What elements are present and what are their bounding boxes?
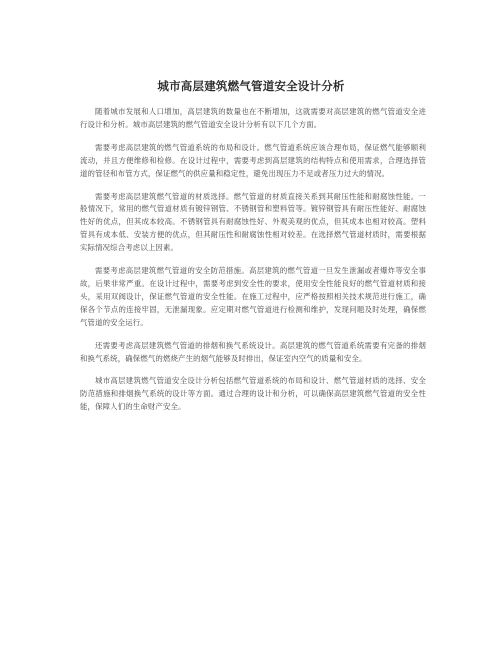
paragraph-safety: 需要考虑高层建筑燃气管道的安全防范措施。高层建筑的燃气管道一旦发生泄漏或者爆炸等安全事故，后果非常严重。在设计过程中，需要考虑到安全性的要求，使用安全性能良好的燃气管道材质和接头，采用双阀设计，保证燃气管道的安全性能。在施工过程中，应严格按照相关技术规范进行施工，确保各个节点的连接牢固，无泄漏现象。应定期对燃气管道进行检测和维护，发现问题及时处理，确保燃气管道的安全运行。 (80, 266, 426, 327)
paragraph-ventilation: 还需要考虑高层建筑燃气管道的排烟和换气系统设计。高层建筑的燃气管道系统需要有完备的排烟和换气系统，确保燃气的燃烧产生的烟气能够及时排出，保证室内空气的质量和安全。 (80, 340, 426, 363)
document-body (80, 106, 426, 424)
document-title: 城市高层建筑燃气管道安全设计分析 (157, 79, 345, 93)
paragraph-layout: 需要考虑高层建筑的燃气管道系统的布局和设计。燃气管道系统应该合理布局，保证燃气能够顺利流动，并且方便维修和检修。在设计过程中，需要考虑到高层建筑的结构特点和使用需求，合理选择管道的管径和布管方式，保证燃气的供应量和稳定性，避免出现压力不足或者压力过大的情况。 (80, 142, 426, 178)
paragraph-conclusion: 城市高层建筑燃气管道安全设计分析包括燃气管道系统的布局和设计、燃气管道材质的选择、安全防范措施和排烟换气系统的设计等方面。通过合理的设计和分析，可以确保高层建筑燃气管道的安全性能，保障人们的生命财产安全。 (80, 376, 426, 412)
paragraph-intro: 随着城市发展和人口增加，高层建筑的数量也在不断增加，这就需要对高层建筑的燃气管道安全进行设计和分析。城市高层建筑的燃气管道安全设计分析有以下几个方面。 (80, 107, 426, 129)
paragraph-material: 需要考虑高层建筑燃气管道的材质选择。燃气管道的材质直接关系到其耐压性能和耐腐蚀性能。一般情况下，常用的燃气管道材质有镀锌钢管、不锈钢管和塑料管等。镀锌钢管具有耐压性能好、耐腐蚀性好的优点，但其成本较高。不锈钢管具有耐腐蚀性好、外观美观的优点，但其成本也相对较高。塑料管具有成本低、安装方便的优点，但其耐压性和耐腐蚀性相对较差。在选择燃气管道材质时，需要根据实际情况综合考虑以上因素。 (80, 191, 426, 253)
